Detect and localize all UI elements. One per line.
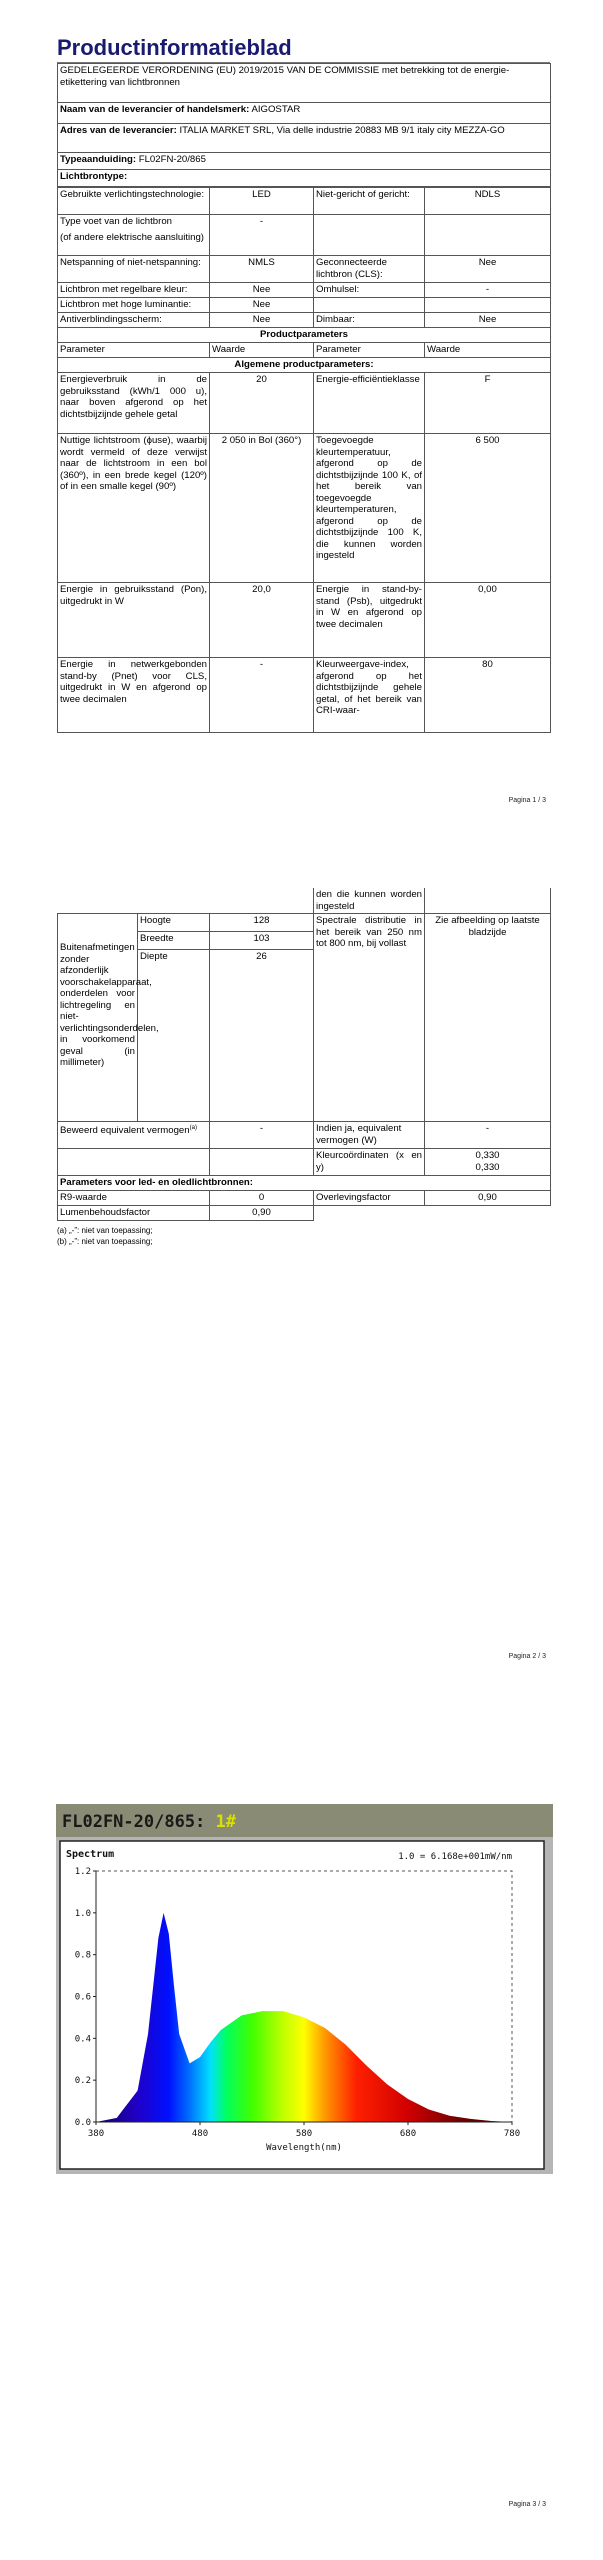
regulation-text: GEDELEGEERDE VERORDENING (EU) 2019/2015 VAN DE COMMISSIE met betrekking tot de energie-etikettering van lichtbronnen	[58, 64, 551, 103]
survival-factor-label: Overlevingsfactor	[314, 1191, 425, 1206]
standby-power-label: Energie in stand-by-stand (Psb), uitgedrukt in W en afgerond op twee decimalen	[314, 583, 425, 658]
chromaticity-y: 0,330	[475, 1161, 500, 1173]
product-params-heading: Productparameters	[58, 328, 551, 343]
spectrum-sample-label: 1#	[215, 1812, 237, 1832]
supplier-value: AIGOSTAR	[251, 104, 301, 115]
y-tick-label: 1.0	[74, 1908, 91, 1919]
equiv-power-label: Beweerd equivalent vermogen	[60, 1125, 190, 1137]
y-tick-label: 1.2	[74, 1867, 91, 1877]
cap-type-note: (of andere elektrische aansluiting)	[58, 231, 210, 256]
net-standby-label: Energie in netwerkgebonden stand-by (Pnet) voor CLS, uitgedrukt in W en afgerond op twee decimalen	[58, 658, 210, 733]
x-tick-label: 480	[191, 2129, 209, 2139]
lumen-maintenance-label: Lumenbehoudsfactor	[58, 1206, 210, 1221]
directional-label: Niet-gericht of gericht:	[314, 188, 425, 215]
info-sheet-continued	[57, 888, 550, 1247]
y-tick-label: 0.4	[74, 2034, 91, 2045]
tunable-label: Lichtbron met regelbare kleur:	[58, 283, 210, 298]
spectrum-image	[56, 1804, 553, 2174]
r9-label: R9-waarde	[58, 1191, 210, 1206]
led-params-heading: Parameters voor led- en oledlichtbronnen:	[58, 1176, 551, 1191]
on-mode-power-value: 20,0	[210, 583, 314, 658]
supplier-label: Naam van de leverancier of handelsmerk:	[60, 104, 250, 115]
luminous-flux-value: 2 050 in Bol (360°)	[210, 434, 314, 583]
scale-note: 1.0 = 6.168e+001mW/nm	[398, 1852, 512, 1862]
cap-type-label: Type voet van de lichtbron	[58, 215, 210, 232]
x-tick-label: 380	[87, 2129, 105, 2139]
height-value: 128	[210, 914, 314, 932]
x-tick-label: 780	[503, 2129, 521, 2139]
on-mode-power-label: Energie in gebruiksstand (Pon), uitgedrukt in W	[58, 583, 210, 658]
y-tick-label: 0.8	[74, 1950, 91, 1961]
col-header-value-2: Waarde	[425, 343, 551, 358]
general-params-heading: Algemene productparameters:	[58, 358, 551, 373]
col-header-param: Parameter	[58, 343, 210, 358]
y-tick-label: 0.6	[74, 1992, 91, 2003]
address-label: Adres van de leverancier:	[60, 125, 177, 136]
dimmable-value: Nee	[425, 313, 551, 328]
color-temp-value: 6 500	[425, 434, 551, 583]
dimensions-label: Buitenafmetingen zonder afzonderlijk voorschakelapparaat, onderdelen voor lichtregeling en niet-verlichtingsonderdelen, in voorkomend geval (in millimeter)	[58, 914, 138, 1122]
envelope-label: Omhulsel:	[314, 283, 425, 298]
x-axis-label: Wavelength(nm)	[266, 2143, 342, 2153]
spectrum-chart	[56, 1837, 553, 2174]
page-1	[0, 0, 603, 853]
footnote-b: (b) „-”: niet van toepassing;	[57, 1237, 153, 1246]
spectral-label: Spectrale distributie in het bereik van 250 nm tot 800 nm, bij vollast	[314, 914, 425, 1122]
anti-glare-value: Nee	[210, 313, 314, 328]
footnote-a: (a) „-”: niet van toepassing;	[57, 1226, 153, 1235]
header-table	[57, 63, 551, 187]
lumen-maintenance-value: 0,90	[210, 1206, 314, 1221]
anti-glare-label: Antiverblindingsscherm:	[58, 313, 210, 328]
mains-value: NMLS	[210, 256, 314, 283]
address-value: ITALIA MARKET SRL, Via delle industrie 20883 MB 9/1 italy city MEZZA-GO	[179, 125, 505, 136]
y-tick-label: 0.0	[74, 2118, 91, 2128]
chart-title: Spectrum	[66, 1849, 115, 1860]
x-tick-label: 580	[295, 2129, 313, 2139]
luminous-flux-label: Nuttige lichtstroom (ϕuse), waarbij wordt vermeld of deze verwijst naar de lichtstroom in een bol (360º), in een brede kegel (120º) of in een smalle kegel (90º)	[58, 434, 210, 583]
model-label: Typeaanduiding:	[60, 154, 137, 165]
cls-label: Geconnecteerde lichtbron (CLS):	[314, 256, 425, 283]
dimensions-table: den die kunnen worden ingesteld Buitenafmetingen zonder afzonderlijk voorschakelapparaat, onderdelen voor lichtregeling en niet-verlichtingsonderdelen, in voorkomend geval (in millimeter) Hoogte 128 Spectrale distributie in het bereik van 250 nm tot 800 nm, bij vollast Zie afbeelding op laatste bladzijde Breedte 103 Diepte 26 Beweerd equivalent vermogen$^{(a)}$ - Indien ja, equivalent vermogen (W) - Kleurcoördinaten (x en y) 0,330 0,330 Parameters voor led- en oledlichtbronnen: R9-waarde 0 Overlevingsfactor 0,90 Lumenbehoudsfactor 0,90	[57, 888, 551, 1221]
tunable-value: Nee	[210, 283, 314, 298]
mains-label: Netspanning of niet-netspanning:	[58, 256, 210, 283]
energy-consumption-value: 20	[210, 373, 314, 434]
info-sheet	[57, 35, 550, 733]
cri-value: 80	[425, 658, 551, 733]
cap-type-value: -	[210, 215, 314, 232]
cri-label-continued: den die kunnen worden ingesteld	[314, 888, 425, 914]
cls-value: Nee	[425, 256, 551, 283]
height-label: Hoogte	[138, 914, 210, 932]
directional-value: NDLS	[425, 188, 551, 215]
standby-power-value: 0,00	[425, 583, 551, 658]
col-header-param-2: Parameter	[314, 343, 425, 358]
equiv-power-w-value: -	[425, 1122, 551, 1149]
page-3	[0, 1706, 603, 2559]
color-temp-label: Toegevoegde kleurtemperatuur, afgerond op de dichtstbijzijnde 100 K, of het bereik van toegevoegde kleurtemperaturen, afgerond op de dichtstbijzijnde 100 K, die kunnen worden ingesteld	[314, 434, 425, 583]
spectrum-header	[56, 1804, 553, 1837]
page-footer-2: Pagina 2 / 3	[508, 1653, 546, 1660]
chromaticity-x: 0,330	[475, 1150, 500, 1161]
net-standby-value: -	[210, 658, 314, 733]
high-luminance-value: Nee	[210, 298, 314, 313]
width-label: Breedte	[138, 932, 210, 950]
cri-label: Kleurweergave-index, afgerond op het dichtstbijzijnde gehele getal, of het bereik van CRI-waar-	[314, 658, 425, 733]
envelope-value: -	[425, 283, 551, 298]
energy-consumption-label: Energieverbruik in de gebruiksstand (kWh/1 000 u), naar boven afgerond op het dichtstbijzijnde gehele getal	[58, 373, 210, 434]
depth-value: 26	[210, 950, 314, 1122]
high-luminance-label: Lichtbron met hoge luminantie:	[58, 298, 210, 313]
x-tick-label: 680	[399, 2129, 417, 2139]
page-footer-3: Pagina 3 / 3	[508, 2501, 546, 2508]
type-table	[57, 187, 551, 733]
dimmable-label: Dimbaar:	[314, 313, 425, 328]
technology-value: LED	[210, 188, 314, 215]
width-value: 103	[210, 932, 314, 950]
lightsource-type-label: Lichtbrontype:	[58, 170, 551, 187]
page-2	[0, 853, 603, 1706]
page-title: Productinformatieblad	[57, 35, 550, 63]
model-value: FL02FN-20/865	[138, 154, 206, 165]
spectral-value: Zie afbeelding op laatste bladzijde	[425, 914, 551, 1122]
col-header-value: Waarde	[210, 343, 314, 358]
technology-label: Gebruikte verlichtingstechnologie:	[58, 188, 210, 215]
survival-factor-value: 0,90	[425, 1191, 551, 1206]
page-footer: Pagina 1 / 3	[508, 797, 546, 804]
equiv-power-w-label: Indien ja, equivalent vermogen (W)	[314, 1122, 425, 1149]
y-tick-label: 0.2	[74, 2076, 91, 2087]
chromaticity-label: Kleurcoördinaten (x en y)	[314, 1149, 425, 1176]
depth-label: Diepte	[138, 950, 210, 1122]
r9-value: 0	[210, 1191, 314, 1206]
energy-class-value: F	[425, 373, 551, 434]
energy-class-label: Energie-efficiëntieklasse	[314, 373, 425, 434]
spectrum-model-label: FL02FN-20/865:	[62, 1812, 206, 1832]
equiv-power-value: -	[210, 1122, 314, 1149]
